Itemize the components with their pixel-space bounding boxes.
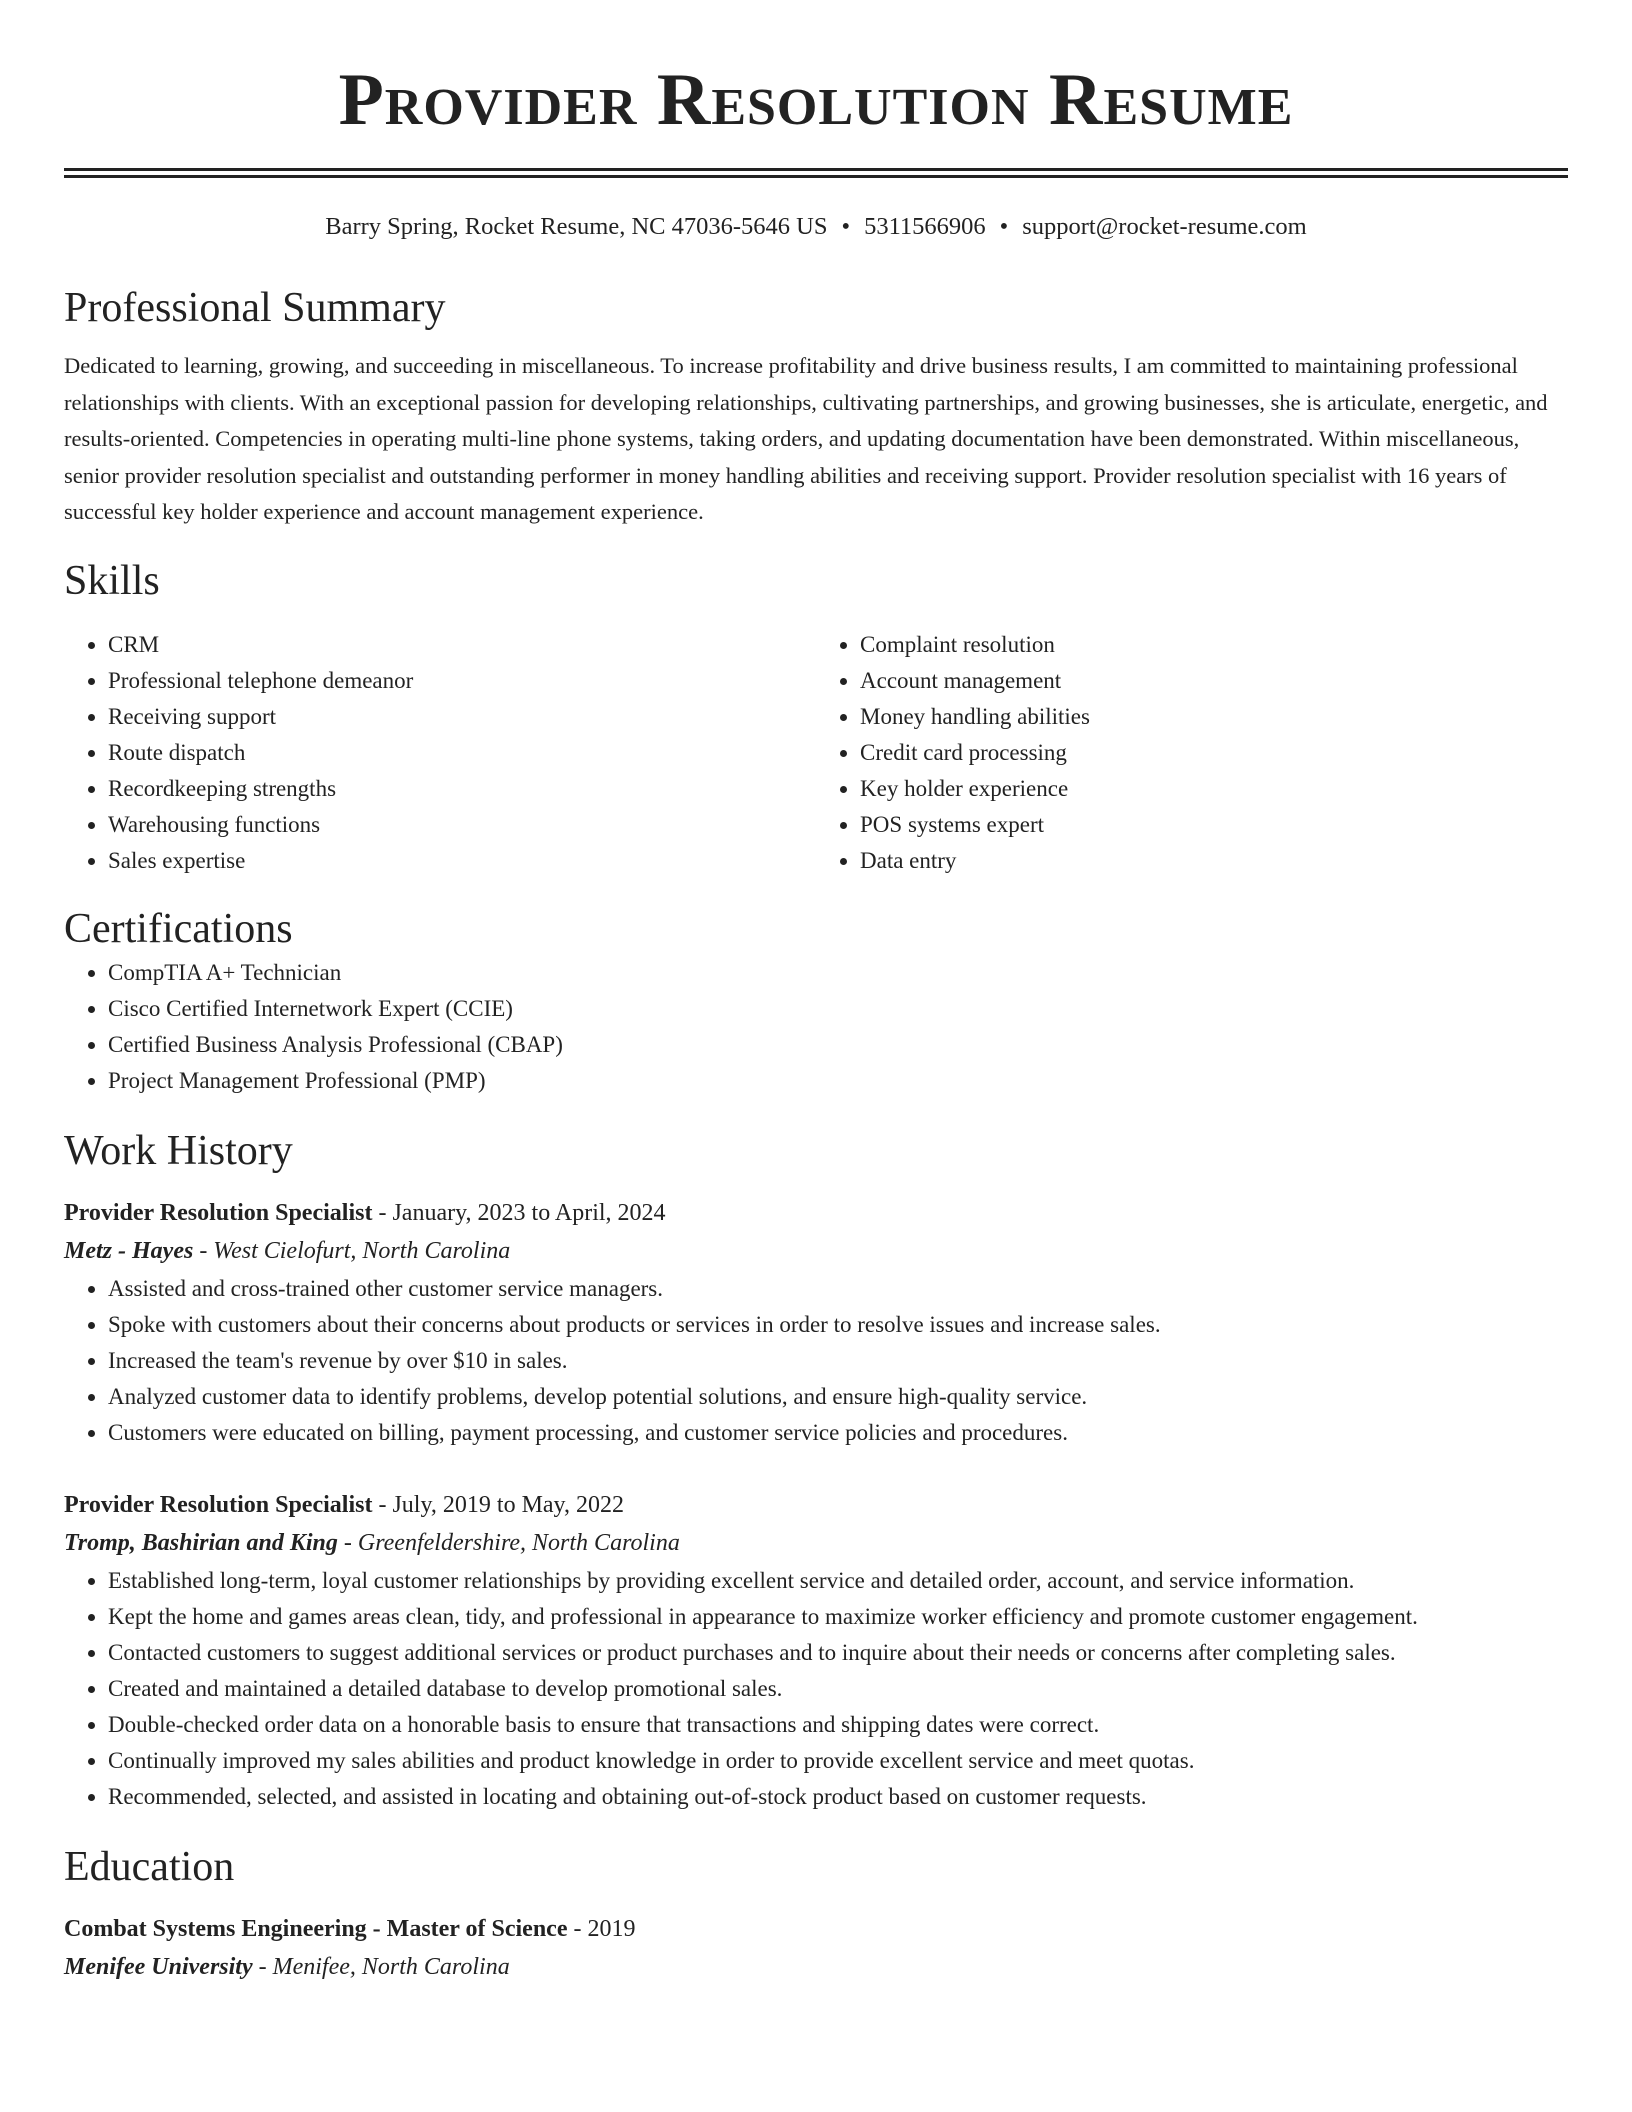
education-year: - 2019 xyxy=(567,1915,636,1942)
education-school: Menifee University xyxy=(64,1953,253,1980)
education-degree: Combat Systems Engineering - Master of Science xyxy=(64,1915,568,1942)
work-history-heading: Work History xyxy=(64,1127,293,1174)
education-degree-line xyxy=(64,1911,1568,1947)
skills-list-right xyxy=(816,627,1568,879)
job-duty: • Contacted customers to suggest additional services or product purchases and to inquire about their needs or concerns after completing sales. xyxy=(108,1635,1568,1671)
job-duty: • Spoke with customers about their concerns about products or services in order to resolve issues and increase sales. xyxy=(108,1307,1568,1343)
skill-item: • POS systems expert xyxy=(860,807,1568,843)
skill-item: • CRM xyxy=(108,627,816,663)
job-company-line xyxy=(64,1231,1568,1271)
skill-item: • Recordkeeping strengths xyxy=(108,771,816,807)
education-school-line xyxy=(64,1947,1568,1987)
job-company-line xyxy=(64,1523,1568,1563)
job-duty: • Kept the home and games areas clean, tidy, and professional in appearance to maximize worker efficiency and promote customer engagement. xyxy=(108,1599,1568,1635)
skill-item: • Receiving support xyxy=(108,699,816,735)
job-location: - Greenfeldershire, North Carolina xyxy=(337,1529,680,1556)
skill-item: • Complaint resolution xyxy=(860,627,1568,663)
certification-item: • Project Management Professional (PMP) xyxy=(108,1063,1568,1099)
summary-text: Dedicated to learning, growing, and succeeding in miscellaneous. To increase profitability and drive business results, I am committed to maintaining professional relationships with clients. With an exceptional passion for developing relationships, cultivating partnerships, and growing businesses, she is articulate, energetic, and results-oriented. Competencies in operating multi-line phone systems, taking orders, and updating documentation have been demonstrated. Within miscellaneous, senior provider resolution specialist and outstanding performer in money handling abilities and receiving support. Provider resolution specialist with 16 years of successful key holder experience and account management experience. xyxy=(64,353,1548,524)
job-duty: • Assisted and cross-trained other customer service managers. xyxy=(108,1271,1568,1307)
job-duty: • Recommended, selected, and assisted in locating and obtaining out-of-stock product based on customer requests. xyxy=(108,1779,1568,1815)
education-location: - Menifee, North Carolina xyxy=(252,1953,510,1980)
skills-column-right xyxy=(816,627,1568,879)
job-title: Provider Resolution Specialist xyxy=(64,1199,373,1226)
skills-list-left xyxy=(64,627,816,879)
skills-columns xyxy=(64,627,1568,879)
job-location: - West Cielofurt, North Carolina xyxy=(193,1237,511,1264)
skill-item: • Key holder experience xyxy=(860,771,1568,807)
skill-item: • Account management xyxy=(860,663,1568,699)
title-double-rule xyxy=(64,168,1568,178)
skills-heading: Skills xyxy=(64,557,160,604)
skill-item: • Warehousing functions xyxy=(108,807,816,843)
skill-item: • Credit card processing xyxy=(860,735,1568,771)
job-company: Tromp, Bashirian and King xyxy=(64,1529,338,1556)
skill-item: • Sales expertise xyxy=(108,843,816,879)
job-duties-list xyxy=(64,1563,1568,1815)
certification-item: • Cisco Certified Internetwork Expert (CCIE) xyxy=(108,991,1568,1027)
job-entry xyxy=(64,1195,1568,1451)
job-duty: • Created and maintained a detailed database to develop promotional sales. xyxy=(108,1671,1568,1707)
education-entry xyxy=(64,1911,1568,1987)
skill-item: • Route dispatch xyxy=(108,735,816,771)
contact-email: support@rocket-resume.com xyxy=(1022,213,1307,240)
job-duties-list xyxy=(64,1271,1568,1451)
certifications-list xyxy=(64,955,1568,1099)
job-duty: • Double-checked order data on a honorable basis to ensure that transactions and shipping dates were correct. xyxy=(108,1707,1568,1743)
job-company: Metz - Hayes xyxy=(64,1237,194,1264)
certification-item: • Certified Business Analysis Professional (CBAP) xyxy=(108,1027,1568,1063)
job-duty: • Analyzed customer data to identify problems, develop potential solutions, and ensure high-quality service. xyxy=(108,1379,1568,1415)
job-duty: • Continually improved my sales abilities and product knowledge in order to provide excellent service and meet quotas. xyxy=(108,1743,1568,1779)
job-dates: - January, 2023 to April, 2024 xyxy=(372,1199,666,1226)
contact-phone: 5311566906 xyxy=(864,213,986,240)
job-title-line xyxy=(64,1487,1568,1523)
certification-item: • CompTIA A+ Technician xyxy=(108,955,1568,991)
resume-title: Provider Resolution Resume xyxy=(338,59,1294,141)
contact-separator: • xyxy=(999,213,1009,240)
job-title: Provider Resolution Specialist xyxy=(64,1491,373,1518)
contact-line xyxy=(64,212,1568,242)
summary-heading: Professional Summary xyxy=(64,285,446,331)
contact-separator: • xyxy=(841,213,851,240)
skill-item: • Professional telephone demeanor xyxy=(108,663,816,699)
education-heading: Education xyxy=(64,1843,235,1890)
job-duty: • Customers were educated on billing, payment processing, and customer service policies and procedures. xyxy=(108,1415,1568,1451)
job-duty: • Increased the team's revenue by over $10 in sales. xyxy=(108,1343,1568,1379)
skills-column-left xyxy=(64,627,816,879)
skill-item: • Money handling abilities xyxy=(860,699,1568,735)
job-title-line xyxy=(64,1195,1568,1231)
certifications-heading: Certifications xyxy=(64,905,293,952)
job-entry xyxy=(64,1487,1568,1815)
job-dates: - July, 2019 to May, 2022 xyxy=(372,1491,624,1518)
contact-address: Barry Spring, Rocket Resume, NC 47036-5646 US xyxy=(325,213,828,240)
job-duty: • Established long-term, loyal customer relationships by providing excellent service and detailed order, account, and service information. xyxy=(108,1563,1568,1599)
skill-item: • Data entry xyxy=(860,843,1568,879)
